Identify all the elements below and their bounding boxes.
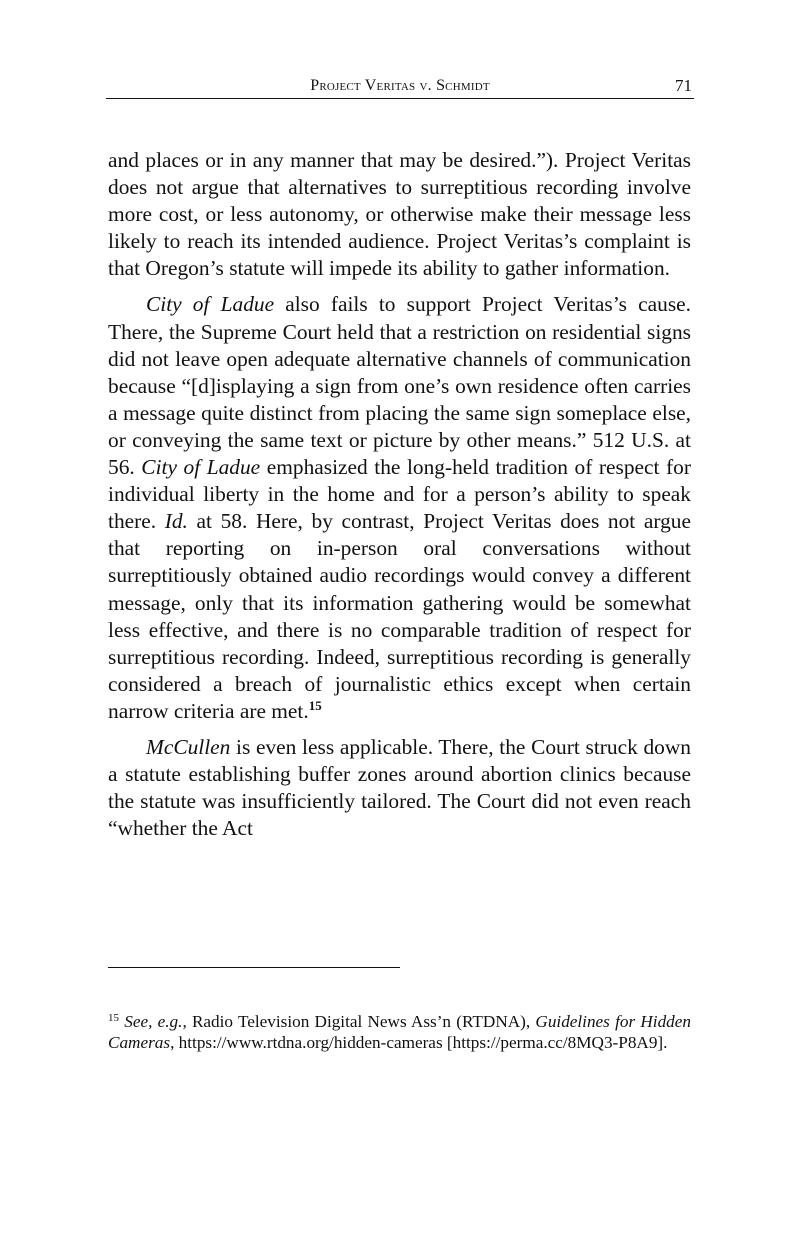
footnote-15 <box>108 1011 691 1054</box>
paragraph-2-text-b: emphasized the long-held tradition of respect for individual liberty in the home and for a person’s ability to speak there. <box>108 455 691 534</box>
footnote-text-a: , Radio Television Digital News Ass’n (RTDNA), <box>182 1012 536 1031</box>
citation-id: Id. <box>164 509 188 534</box>
paragraph-2-text-a: also fails to support Project Veritas’s cause. There, the Supreme Court held that a restriction on residential signs did not leave open adequate alternative channels of communication because “[d]isplaying a sign from one’s own residence often carries a message quite distinct from placing the same sign someplace else, or conveying the same text or picture by other means.” 512 U.S. at 56. <box>108 292 691 480</box>
main-text <box>108 147 691 842</box>
paragraph-2-text-c: at 58. Here, by contrast, Project Veritas does not argue that reporting on in-person oral conversations without surreptitiously obtained audio recordings would convey a different message, only that its information gathering would be somewhat less effective, and there is no comparable tradition of respect for surreptitious recording. Indeed, surreptitious recording is generally considered a breach of journalistic ethics except when certain narrow criteria are met. <box>108 509 691 723</box>
footnote <box>108 1011 691 1054</box>
footnote-number: 15 <box>108 1012 119 1024</box>
page-number: 71 <box>675 76 692 95</box>
footnote-divider <box>108 967 400 968</box>
case-name-city-of-ladue-2: City of Ladue <box>141 455 261 480</box>
footnote-signal: See, e.g. <box>124 1012 183 1031</box>
paragraph-3-text: is even less applicable. There, the Court struck down a statute establishing buffer zones around abortion clinics because the statute was insufficiently tailored. The Court did not even reach “whether the Act <box>108 734 691 841</box>
paragraph-3 <box>108 734 691 842</box>
footnote-reference[interactable]: 15 <box>308 697 322 713</box>
case-name-mccullen: McCullen <box>146 734 231 759</box>
paragraph-2 <box>108 291 691 725</box>
footnote-title: Guidelines for Hidden Cameras <box>108 1012 691 1053</box>
page-header <box>106 76 694 99</box>
paragraph-1: and places or in any manner that may be desired.”). Project Veritas does not argue that alternatives to surreptitious recording involve more cost, or less autonomy, or otherwise make their message less likely to reach its intended audience. Project Veritas’s complaint is that Oregon’s statute will impede its ability to gather information. <box>108 148 691 281</box>
footnote-link[interactable]: , https://www.rtdna.org/hidden-cameras [https://perma.cc/8MQ3-P8A9]. <box>170 1033 668 1053</box>
case-name-city-of-ladue: City of Ladue <box>146 292 275 317</box>
running-title: Project Veritas v. Schmidt <box>310 77 490 94</box>
